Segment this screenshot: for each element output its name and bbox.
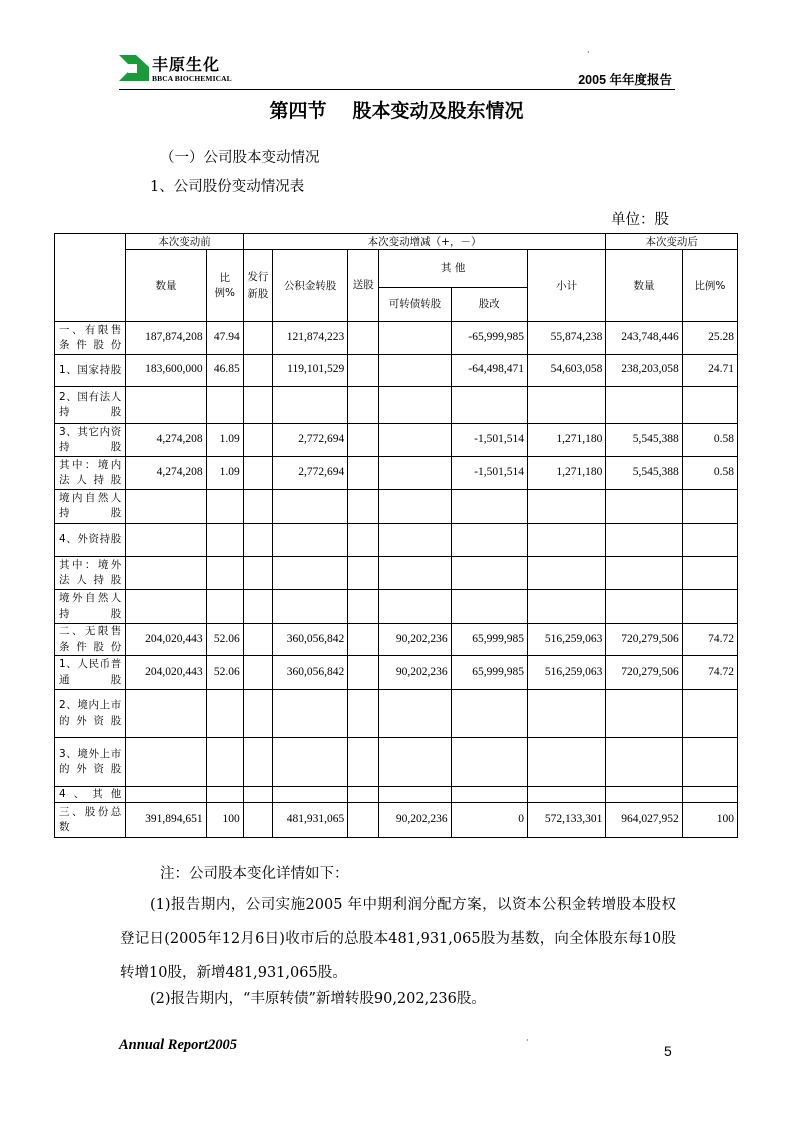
cell-qty: 204,020,443	[126, 623, 206, 655]
cell-qty: 391,894,651	[126, 803, 206, 838]
table-row	[55, 656, 738, 689]
cell-qty	[126, 557, 206, 590]
cell-reserve	[272, 689, 347, 738]
header-reserve: 公积金转股	[272, 250, 347, 322]
cell-reserve	[272, 786, 347, 802]
cell-qty	[126, 738, 206, 787]
cell-ratio-after: 25.28	[682, 322, 737, 354]
row-label: 1、人民币普通股	[55, 656, 126, 689]
cell-ratio: 1.09	[206, 424, 243, 456]
cell-reform: 65,999,985	[451, 656, 527, 689]
cell-reserve: 119,101,529	[272, 354, 347, 386]
cell-ratio: 52.06	[206, 623, 243, 655]
footer-annual-report: Annual Report2005	[119, 1037, 238, 1053]
cell-reform	[451, 523, 527, 556]
cell-ratio-after	[682, 689, 737, 738]
cell-issue	[243, 354, 272, 386]
note-paragraph-2: (2)报告期内，“丰原转债”新增转股90,202,236股。	[150, 991, 486, 1007]
cell-convert	[379, 322, 451, 354]
cell-bonus	[348, 557, 379, 590]
table-row	[55, 424, 738, 456]
cell-reform	[451, 738, 527, 787]
header-before: 本次变动前	[126, 234, 244, 250]
header-convert: 可转债转股	[379, 287, 451, 321]
cell-bonus	[348, 386, 379, 423]
cell-qty-after	[606, 523, 682, 556]
cell-reform: -1,501,514	[451, 456, 527, 489]
cell-qty-after	[606, 557, 682, 590]
row-label: 1、国家持股	[55, 354, 126, 386]
cell-ratio	[206, 689, 243, 738]
cell-reserve	[272, 490, 347, 523]
cell-convert	[379, 456, 451, 489]
header-qty-after: 数量	[606, 250, 682, 322]
cell-convert: 90,202,236	[379, 803, 451, 838]
cell-reform	[451, 689, 527, 738]
cell-subtotal	[527, 689, 605, 738]
cell-issue	[243, 689, 272, 738]
corner-header	[55, 234, 126, 322]
cell-qty-after: 720,279,506	[606, 656, 682, 689]
subtitle-share-change: （一）公司股本变动情况	[160, 150, 320, 166]
cell-issue	[243, 490, 272, 523]
cell-qty: 4,274,208	[126, 456, 206, 489]
cell-convert	[379, 523, 451, 556]
table-row	[55, 689, 738, 738]
cell-bonus	[348, 354, 379, 386]
report-year: 2005 年年度报告	[578, 73, 672, 87]
cell-reserve: 121,874,223	[272, 322, 347, 354]
row-label: 4、外资持股	[55, 523, 126, 556]
cell-convert	[379, 590, 451, 623]
cell-qty-after	[606, 490, 682, 523]
cell-reform	[451, 386, 527, 423]
cell-ratio	[206, 590, 243, 623]
cell-subtotal	[527, 786, 605, 802]
cell-bonus	[348, 523, 379, 556]
row-label: 其中：境外法人持股	[55, 557, 126, 590]
page-number: 5	[664, 1043, 672, 1059]
cell-reserve	[272, 557, 347, 590]
header-ratio-after: 比例%	[682, 250, 737, 322]
cell-bonus	[348, 424, 379, 456]
table-row	[55, 590, 738, 623]
section-number: 第四节	[269, 100, 327, 122]
cell-reform: -64,498,471	[451, 354, 527, 386]
subtitle-share-table: 1、公司股份变动情况表	[150, 179, 305, 195]
cell-reform	[451, 490, 527, 523]
cell-convert	[379, 354, 451, 386]
cell-issue	[243, 523, 272, 556]
header-issue: 发行新股	[243, 250, 272, 322]
cell-reform: -1,501,514	[451, 424, 527, 456]
share-change-table	[54, 233, 738, 838]
logo-english-name: BBCA BIOCHEMICAL	[152, 74, 232, 83]
notes-title: 注：公司股本变化详情如下：	[160, 866, 349, 882]
cell-ratio-after: 0.58	[682, 424, 737, 456]
unit-label: 单位：股	[611, 212, 669, 228]
cell-ratio-after	[682, 590, 737, 623]
cell-bonus	[348, 803, 379, 838]
cell-qty: 204,020,443	[126, 656, 206, 689]
cell-qty-after	[606, 738, 682, 787]
cell-qty-after: 964,027,952	[606, 803, 682, 838]
cell-reserve: 2,772,694	[272, 424, 347, 456]
cell-ratio-after: 100	[682, 803, 737, 838]
cell-ratio-after	[682, 523, 737, 556]
cell-qty-after: 5,545,388	[606, 456, 682, 489]
cell-subtotal	[527, 386, 605, 423]
cell-ratio-after	[682, 786, 737, 802]
row-label: 境内自然人持股	[55, 490, 126, 523]
cell-reserve	[272, 523, 347, 556]
cell-ratio: 47.94	[206, 322, 243, 354]
cell-reform: 65,999,985	[451, 623, 527, 655]
section-name: 股本变动及股东情况	[352, 100, 524, 122]
cell-bonus	[348, 590, 379, 623]
cell-bonus	[348, 490, 379, 523]
cell-issue	[243, 656, 272, 689]
cell-reserve: 360,056,842	[272, 656, 347, 689]
cell-subtotal: 54,603,058	[527, 354, 605, 386]
cell-convert	[379, 490, 451, 523]
cell-ratio-after: 74.72	[682, 656, 737, 689]
cell-qty-after: 5,545,388	[606, 424, 682, 456]
logo-chinese-name: 丰原生化	[152, 55, 221, 74]
header-reform: 股改	[451, 287, 527, 321]
row-label: 2、境内上市的外资股	[55, 689, 126, 738]
cell-ratio	[206, 386, 243, 423]
cell-subtotal	[527, 523, 605, 556]
cell-issue	[243, 386, 272, 423]
cell-qty: 187,874,208	[126, 322, 206, 354]
cell-bonus	[348, 738, 379, 787]
cell-ratio-after: 24.71	[682, 354, 737, 386]
cell-reform: -65,999,985	[451, 322, 527, 354]
cell-subtotal	[527, 490, 605, 523]
cell-qty	[126, 689, 206, 738]
cell-qty-after	[606, 590, 682, 623]
cell-convert: 90,202,236	[379, 623, 451, 655]
cell-qty-after	[606, 689, 682, 738]
cell-bonus	[348, 322, 379, 354]
cell-issue	[243, 786, 272, 802]
table-row	[55, 623, 738, 655]
header-qty: 数量	[126, 250, 206, 322]
cell-bonus	[348, 689, 379, 738]
cell-reform	[451, 590, 527, 623]
cell-issue	[243, 424, 272, 456]
cell-reserve: 360,056,842	[272, 623, 347, 655]
cell-subtotal: 516,259,063	[527, 623, 605, 655]
cell-subtotal: 572,133,301	[527, 803, 605, 838]
cell-qty: 183,600,000	[126, 354, 206, 386]
table-row	[55, 786, 738, 802]
cell-reserve	[272, 590, 347, 623]
company-logo	[119, 53, 231, 85]
cell-convert: 90,202,236	[379, 656, 451, 689]
table-row	[55, 386, 738, 423]
table-row	[55, 738, 738, 787]
table-row	[55, 456, 738, 489]
cell-issue	[243, 590, 272, 623]
cell-convert	[379, 557, 451, 590]
bbca-logo-icon	[119, 53, 149, 83]
table-row	[55, 557, 738, 590]
cell-subtotal	[527, 738, 605, 787]
cell-convert	[379, 386, 451, 423]
cell-qty-after	[606, 786, 682, 802]
cell-ratio: 46.85	[206, 354, 243, 386]
cell-ratio-after	[682, 386, 737, 423]
cell-subtotal: 1,271,180	[527, 424, 605, 456]
header-bonus: 送股	[348, 250, 379, 322]
cell-issue	[243, 322, 272, 354]
cell-ratio	[206, 738, 243, 787]
cell-ratio: 100	[206, 803, 243, 838]
cell-subtotal: 516,259,063	[527, 656, 605, 689]
cell-bonus	[348, 786, 379, 802]
cell-qty	[126, 786, 206, 802]
row-label: 三、股份总数	[55, 803, 126, 838]
table-row	[55, 490, 738, 523]
cell-qty-after	[606, 386, 682, 423]
header-ratio: 比例%	[206, 250, 243, 322]
header-other: 其 他	[379, 250, 528, 287]
cell-qty	[126, 590, 206, 623]
table-row	[55, 322, 738, 354]
cell-qty	[126, 386, 206, 423]
row-label: 3、其它内资持股	[55, 424, 126, 456]
cell-ratio-after	[682, 490, 737, 523]
cell-convert	[379, 689, 451, 738]
row-label: 一、有限售条件股份	[55, 322, 126, 354]
cell-qty-after: 238,203,058	[606, 354, 682, 386]
cell-ratio: 52.06	[206, 656, 243, 689]
cell-subtotal	[527, 590, 605, 623]
cell-subtotal: 1,271,180	[527, 456, 605, 489]
cell-ratio: 1.09	[206, 456, 243, 489]
cell-subtotal: 55,874,238	[527, 322, 605, 354]
cell-bonus	[348, 456, 379, 489]
cell-ratio-after: 0.58	[682, 456, 737, 489]
note-paragraph-1: (1)报告期内，公司实施2005 年中期利润分配方案，以资本公积金转增股本股权登记日(2005年12月6日)收市后的总股本481,931,065股为基数，向全体股东每10股转增10股，新增481,931,065股。	[120, 897, 676, 981]
cell-ratio	[206, 490, 243, 523]
cell-qty	[126, 490, 206, 523]
header-subtotal: 小计	[527, 250, 605, 322]
row-label: 二、无限售条件股份	[55, 623, 126, 655]
cell-ratio-after	[682, 738, 737, 787]
table-row	[55, 803, 738, 838]
row-label: 境外自然人持股	[55, 590, 126, 623]
cell-reserve: 481,931,065	[272, 803, 347, 838]
row-label: 2、国有法人持股	[55, 386, 126, 423]
cell-qty-after: 720,279,506	[606, 623, 682, 655]
cell-issue	[243, 557, 272, 590]
header-divider	[119, 89, 675, 90]
row-label: 4、其他	[55, 786, 126, 802]
cell-convert	[379, 738, 451, 787]
row-label: 3、境外上市的外资股	[55, 738, 126, 787]
cell-subtotal	[527, 557, 605, 590]
cell-reform	[451, 786, 527, 802]
cell-issue	[243, 623, 272, 655]
cell-reform: 0	[451, 803, 527, 838]
table-row	[55, 354, 738, 386]
cell-ratio	[206, 557, 243, 590]
cell-reserve	[272, 738, 347, 787]
cell-issue	[243, 803, 272, 838]
cell-ratio-after: 74.72	[682, 623, 737, 655]
cell-convert	[379, 786, 451, 802]
cell-qty: 4,274,208	[126, 424, 206, 456]
cell-reform	[451, 557, 527, 590]
cell-issue	[243, 738, 272, 787]
cell-bonus	[348, 623, 379, 655]
header-change: 本次变动增减（+，－）	[243, 234, 606, 250]
cell-reserve: 2,772,694	[272, 456, 347, 489]
cell-convert	[379, 424, 451, 456]
table-row	[55, 523, 738, 556]
header-after: 本次变动后	[606, 234, 738, 250]
cell-reserve	[272, 386, 347, 423]
cell-issue	[243, 456, 272, 489]
cell-ratio-after	[682, 557, 737, 590]
row-label: 其中：境内法人持股	[55, 456, 126, 489]
cell-qty-after: 243,748,446	[606, 322, 682, 354]
section-title	[0, 96, 793, 123]
cell-qty	[126, 523, 206, 556]
cell-ratio	[206, 786, 243, 802]
cell-ratio	[206, 523, 243, 556]
cell-bonus	[348, 656, 379, 689]
